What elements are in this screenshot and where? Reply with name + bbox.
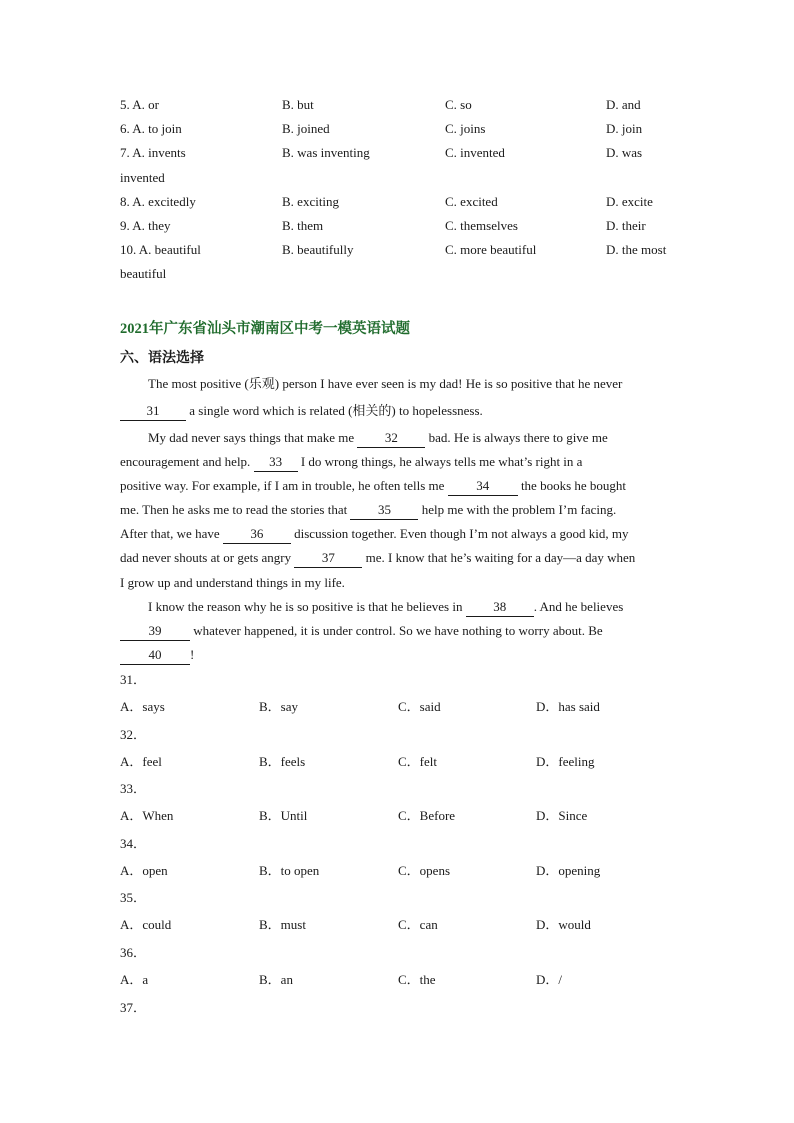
passage-text: I do wrong things, he always tells me what’s right in a — [297, 454, 583, 469]
passage-line: The most positive (乐观) person I have ever seen is my dad! He is so positive that he never — [148, 376, 623, 391]
option-row-10 — [120, 240, 680, 260]
option-b: B. beautifully — [282, 242, 354, 257]
option-d: D. was — [606, 145, 643, 160]
choice-b[interactable]: B．to open — [259, 863, 320, 878]
blank-34: 34 — [448, 477, 518, 496]
choice-c[interactable]: C．Before — [398, 808, 456, 823]
passage-text: encouragement and help. — [120, 454, 254, 469]
passage-line — [120, 619, 680, 643]
answer-row — [120, 861, 680, 881]
blank-39: 39 — [120, 622, 190, 641]
answer-row — [120, 697, 680, 717]
exam-title: 2021年广东省汕头市潮南区中考一模英语试题 — [120, 321, 410, 337]
passage-line — [120, 522, 680, 546]
option-a: 9. A. they — [120, 218, 171, 233]
choice-a[interactable]: A．When — [120, 808, 174, 823]
passage-text: bad. He is always there to give me — [425, 430, 608, 445]
passage-text: whatever happened, it is under control. So we have nothing to worry about. Be — [190, 623, 603, 638]
passage-line — [148, 426, 708, 450]
blank-35: 35 — [350, 501, 418, 520]
choice-b[interactable]: B．say — [259, 699, 299, 714]
option-row-8 — [120, 192, 680, 212]
passage-text: I know the reason why he is so positive is that he believes in — [148, 599, 466, 614]
passage-line — [120, 546, 680, 570]
choice-b[interactable]: B．Until — [259, 808, 308, 823]
option-b: B. but — [282, 97, 314, 112]
option-a: 5. A. or — [120, 97, 159, 112]
choice-c[interactable]: C．can — [398, 917, 438, 932]
choice-b[interactable]: B．an — [259, 972, 293, 987]
option-d: D. excite — [606, 194, 653, 209]
option-continuation: beautiful — [120, 266, 167, 281]
passage-text: . And he believes — [533, 599, 624, 614]
passage-text: me. Then he asks me to read the stories that — [120, 502, 351, 517]
passage-line — [120, 643, 680, 667]
option-d: D. join — [606, 121, 643, 136]
option-c: C. joins — [445, 121, 486, 136]
option-b: B. joined — [282, 121, 330, 136]
passage-text: My dad never says things that make me — [148, 430, 358, 445]
passage-line: I grow up and understand things in my life. — [120, 575, 345, 590]
option-d: D. and — [606, 97, 641, 112]
option-c: C. so — [445, 97, 472, 112]
passage-line — [120, 399, 680, 423]
passage-line — [120, 498, 680, 522]
passage-text: discussion together. Even though I’m not always a good kid, my — [290, 526, 629, 541]
option-row-6 — [120, 119, 680, 139]
passage-text: help me with the problem I’m facing. — [418, 502, 617, 517]
choice-a[interactable]: A．could — [120, 917, 172, 932]
option-a: 7. A. invents — [120, 145, 186, 160]
passage-text: a single word which is related (相关的) to hopelessness. — [186, 403, 483, 418]
option-b: B. exciting — [282, 194, 340, 209]
passage-line — [120, 450, 680, 474]
choice-d[interactable]: D．has said — [536, 699, 600, 714]
passage-text: positive way. For example, if I am in trouble, he often tells me — [120, 478, 448, 493]
option-b: B. was inventing — [282, 145, 370, 160]
choice-c[interactable]: C．said — [398, 699, 441, 714]
option-row-9 — [120, 216, 680, 236]
choice-a[interactable]: A．open — [120, 863, 168, 878]
question-number: 37． — [120, 1000, 147, 1015]
option-d: D. the most — [606, 242, 667, 257]
blank-38: 38 — [466, 598, 534, 617]
option-a: 10. A. beautiful — [120, 242, 201, 257]
question-number: 35． — [120, 890, 147, 905]
question-number: 33． — [120, 781, 147, 796]
option-row-7 — [120, 143, 680, 163]
option-continuation: invented — [120, 170, 165, 185]
choice-a[interactable]: A．says — [120, 699, 165, 714]
question-number: 36． — [120, 945, 147, 960]
answer-row — [120, 915, 680, 935]
option-c: C. themselves — [445, 218, 518, 233]
passage-line — [120, 474, 680, 498]
blank-37: 37 — [294, 549, 362, 568]
answer-row — [120, 970, 680, 990]
option-c: C. more beautiful — [445, 242, 537, 257]
passage-text: me. I know that he’s waiting for a day—a day when — [362, 550, 636, 565]
choice-c[interactable]: C．opens — [398, 863, 451, 878]
passage-line — [148, 595, 708, 619]
answer-row — [120, 806, 680, 826]
choice-d[interactable]: D．feeling — [536, 754, 595, 769]
answer-row — [120, 752, 680, 772]
choice-d[interactable]: D．/ — [536, 972, 563, 987]
choice-d[interactable]: D．Since — [536, 808, 588, 823]
choice-a[interactable]: A．feel — [120, 754, 162, 769]
question-number: 34． — [120, 836, 147, 851]
blank-36: 36 — [223, 525, 291, 544]
option-c: C. invented — [445, 145, 505, 160]
option-row-5 — [120, 95, 680, 115]
question-number: 31． — [120, 672, 147, 687]
blank-33: 33 — [254, 453, 298, 472]
choice-d[interactable]: D．would — [536, 917, 591, 932]
option-a: 6. A. to join — [120, 121, 182, 136]
question-number: 32． — [120, 727, 147, 742]
choice-b[interactable]: B．feels — [259, 754, 306, 769]
choice-a[interactable]: A．a — [120, 972, 149, 987]
blank-40: 40 — [120, 646, 190, 665]
passage-text: After that, we have — [120, 526, 223, 541]
passage-text: dad never shouts at or gets angry — [120, 550, 295, 565]
passage-text: ! — [190, 647, 195, 662]
choice-c[interactable]: C．felt — [398, 754, 437, 769]
choice-d[interactable]: D．opening — [536, 863, 601, 878]
option-d: D. their — [606, 218, 646, 233]
section-title: 六、语法选择 — [120, 351, 204, 366]
choice-b[interactable]: B．must — [259, 917, 306, 932]
option-c: C. excited — [445, 194, 498, 209]
choice-c[interactable]: C．the — [398, 972, 436, 987]
option-b: B. them — [282, 218, 324, 233]
option-a: 8. A. excitedly — [120, 194, 196, 209]
blank-32: 32 — [357, 429, 425, 448]
passage-text: the books he bought — [517, 478, 627, 493]
blank-31: 31 — [120, 402, 186, 421]
